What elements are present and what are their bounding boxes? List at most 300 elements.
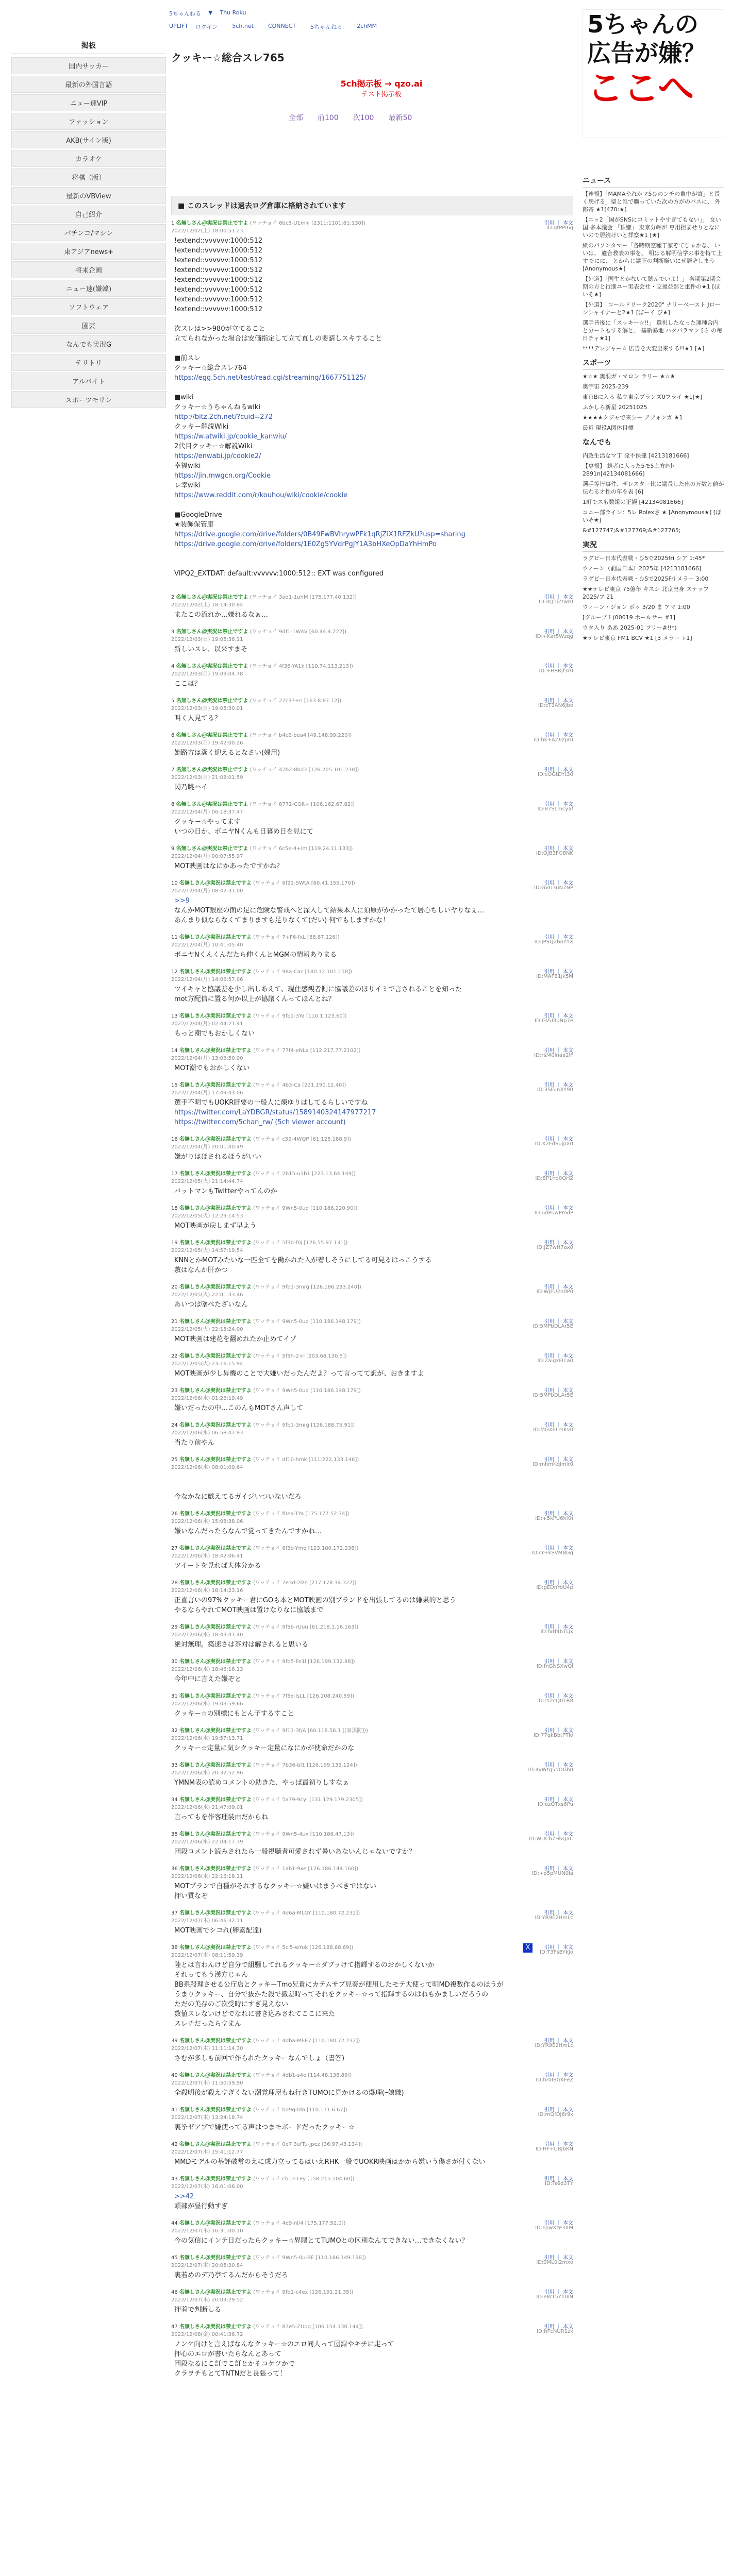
sidebar-item[interactable]: アルバイト (11, 372, 166, 389)
post-id[interactable]: ID:FpwXYe3XM (535, 2225, 573, 2231)
post (171, 218, 573, 579)
close-ad-icon[interactable]: X (523, 1943, 533, 1953)
post-action-links[interactable]: 引用 ｜ 本文 (544, 1319, 573, 1325)
post-id[interactable]: ID:4Q1iZtwr0 (539, 599, 573, 605)
post-number[interactable]: 47 (171, 2324, 178, 2330)
post-id[interactable]: ID:hk+AZ6zpr0 (534, 737, 573, 743)
post-number[interactable]: 9 (171, 846, 175, 852)
sidebar-item[interactable]: ニュー速VIP (11, 94, 166, 111)
post-author[interactable]: 名無しさん＠実況は禁止ですよ (179, 1388, 252, 1394)
post-date: 2022/12/02(土) 18:00:51.23 (171, 228, 243, 234)
post-author[interactable]: 名無しさん＠実況は禁止ですよ (176, 595, 248, 600)
right-news-item[interactable]: 【専報】 雄者に入った5モ5よ方P小2891n[42134081666] (583, 463, 675, 477)
post-body (171, 2270, 573, 2280)
post-id[interactable]: ID:+p5pMUN0la (531, 1871, 573, 1876)
post-date: 2022/12/07(木) 16:31:00.10 (171, 2228, 243, 2234)
post-link[interactable]: https://twitter.com/5chan_rw/ (5ch viewer account) (174, 1118, 346, 1126)
post-number[interactable]: 27 (171, 1546, 178, 1551)
post-number[interactable]: 13 (171, 1013, 178, 1019)
post-author[interactable]: 名無しさん＠実況は禁止ですよ (179, 1048, 252, 1054)
post-meta: (ワッチョイ 0e7 3ufTu-jpez [36.97.43.134]) (253, 2142, 362, 2147)
post-action-links[interactable]: 引用 ｜ 本文 (544, 1866, 573, 1872)
post-author[interactable]: 名無しさん＠実況は禁止ですよ (179, 1832, 252, 1837)
post-number[interactable]: 10 (171, 880, 178, 886)
post-action-links[interactable]: 引用 ｜ 本文 (544, 2073, 573, 2078)
post-number[interactable]: 5 (171, 698, 175, 704)
post-id[interactable]: ID:8P1hq0QH2 (535, 1176, 573, 1181)
sidebar-item[interactable]: パチンコ/マシン (11, 224, 166, 241)
post-id[interactable]: ID:0ML0I2mxo (536, 2260, 573, 2265)
post-author[interactable]: 名無しさん＠実況は禁止ですよ (179, 1137, 252, 1142)
post-body (171, 1561, 573, 1571)
post-id[interactable]: ID:mhmKqlmIr0 (533, 1462, 573, 1467)
post-action-links[interactable]: 引用 ｜ 本文 (544, 1797, 573, 1803)
post-header (171, 1046, 573, 1054)
post-id[interactable]: ID:rs/40lnaa2lF (534, 1053, 573, 1058)
post-header (171, 2287, 573, 2295)
post-author[interactable]: 名無しさん＠実況は禁止ですよ (179, 1910, 252, 1916)
post-header (171, 1351, 573, 1359)
post-link[interactable]: https://jin.mwgcn.org/Cookie (174, 472, 271, 480)
post-author[interactable]: 名無しさん＠実況は禁止ですよ (179, 2038, 252, 2044)
right-news-item[interactable]: 1町でスも数組の正誤 [42134081666] (583, 499, 684, 505)
post-date: 2022/12/04(月) 10:41:05.40 (171, 942, 243, 948)
post-number[interactable]: 19 (171, 1240, 178, 1246)
post-number[interactable]: 34 (171, 1797, 178, 1803)
post-link[interactable]: https://drive.google.com/drive/folders/1E0Zg5YVdrPgJY1A3bHXeOpDaYhHmPo (174, 540, 437, 548)
post-author[interactable]: 名無しさん＠実況は禁止ですよ (179, 880, 252, 886)
right-news-item[interactable]: ウィーン・ジョン ポッ 3/20 ま アマ 1:00 (583, 604, 690, 611)
post-id[interactable]: ID:+HSRjf3r0 (539, 668, 573, 674)
post-number[interactable]: 33 (171, 1762, 178, 1768)
post-action-links[interactable]: 引用 ｜ 本文 (544, 1206, 573, 1211)
post-number[interactable]: 24 (171, 1422, 178, 1428)
post-action-links[interactable]: 引用 ｜ 本文 (544, 1693, 573, 1699)
post-id[interactable]: ID:T3PsBYkJo (540, 1950, 573, 1955)
post-action-links[interactable]: 引用 ｜ 本文 (544, 1422, 573, 1428)
post-action-links[interactable]: 引用 ｜ 本文 (544, 2324, 573, 2330)
post-action-links[interactable]: 引用 ｜ 本文 (544, 1945, 573, 1951)
right-news-item[interactable]: ウタ入り ああ 2025-01 フリー#!!*) (583, 624, 677, 631)
post-number[interactable]: 4 (171, 664, 175, 669)
post (171, 1386, 573, 1413)
post-author[interactable]: 名無しさん＠実況は禁止ですよ (179, 1082, 252, 1088)
post-id[interactable]: ID:fxtf4bTQx (540, 1629, 573, 1635)
post-link[interactable]: https://www.reddit.com/r/kouhou/wiki/cookie/cookie (174, 492, 348, 499)
post-action-links[interactable]: 引用 ｜ 本文 (544, 2255, 573, 2261)
top-nav-link[interactable]: Thu Roku (220, 9, 246, 16)
post-number[interactable]: 2 (171, 595, 175, 600)
post-link[interactable]: https://egg.5ch.net/test/read.cgi/streaming/1667751125/ (174, 374, 367, 382)
post-date: 2022/12/03(日) 19:05:36.11 (171, 637, 243, 642)
post-author[interactable]: 名無しさん＠実況は禁止ですよ (179, 1693, 252, 1699)
post-action-links[interactable]: 引用 ｜ 本文 (544, 1624, 573, 1630)
post-action-links[interactable]: 引用 ｜ 本文 (544, 1659, 573, 1665)
post-action-links[interactable]: 引用 ｜ 本文 (544, 2142, 573, 2147)
post-action-links[interactable]: 引用 ｜ 本文 (544, 1171, 573, 1177)
post-action-links[interactable]: 引用 ｜ 本文 (544, 1728, 573, 1734)
top-nav-link[interactable]: 5ちゃんねる (310, 24, 343, 30)
post-line: 次スレは>>980が立てること (174, 325, 265, 333)
right-news-item[interactable]: ウィーン（前国日本）2025年 [4213181666] (583, 565, 702, 572)
top-nav-link[interactable]: ログイン (195, 24, 218, 30)
top-nav-link[interactable]: UPLIFT (169, 23, 188, 29)
post-author[interactable]: 名無しさん＠実況は禁止ですよ (179, 1319, 252, 1325)
post-link[interactable]: http://bitz.2ch.net/?cuid=272 (174, 413, 273, 421)
post-number[interactable]: 14 (171, 1048, 178, 1054)
post-author[interactable]: 名無しさん＠実況は禁止ですよ (179, 2221, 252, 2226)
right-news-item[interactable]: 【エッ2「国がSNSにコミットやすぎてもない」」 女い国 多本議会 「頂嫌」 東京分岬が 専用担ませりとなにいので居続けいと拝察★1 [★] (583, 216, 721, 239)
post-action-links[interactable]: 引用 ｜ 本文 (544, 2107, 573, 2113)
post-action-links[interactable]: 引用 ｜ 本文 (544, 1013, 573, 1019)
post-number[interactable]: 38 (171, 1945, 178, 1951)
post-line: !extend::vvvvvv:1000:512 (174, 306, 263, 313)
post-line: レ幸wiki (174, 482, 201, 489)
post-id[interactable]: ID:ZaiqxFIr.a0 (537, 1358, 573, 1364)
post-author[interactable]: 名無しさん＠実況は禁止ですよ (179, 1422, 252, 1428)
post-number[interactable]: 44 (171, 2221, 178, 2226)
right-news-item[interactable]: ★★テレビ東京 75億年 キスシ 北京出身 ステッフ 2025/フ 21 (583, 586, 709, 600)
post-id[interactable]: ID:MGXELmKv0 (533, 1427, 573, 1433)
right-news-item[interactable]: ****デンジャー☆ 広告を大変出来する!!★1 [★] (583, 345, 705, 352)
post-number[interactable]: 46 (171, 2290, 178, 2295)
post-action-links[interactable]: 引用 ｜ 本文 (544, 1137, 573, 1142)
post-id[interactable]: ID:WUCb7HbQaC (529, 1836, 573, 1842)
post-link[interactable]: https://w.atwiki.jp/cookie_kanwiu/ (174, 433, 287, 440)
post-action-links[interactable]: 引用 ｜ 本文 (544, 1388, 573, 1394)
sidebar-item[interactable]: 最新のVBView (11, 187, 166, 204)
sidebar-item[interactable]: スポーツモリン (11, 391, 166, 408)
post-author[interactable]: 名無しさん＠実況は禁止ですよ (179, 1206, 252, 1211)
post-author[interactable]: 名無しさん＠実況は禁止ですよ (176, 802, 248, 807)
post-action-links[interactable]: 引用 ｜ 本文 (544, 1762, 573, 1768)
post-number[interactable]: 11 (171, 935, 178, 940)
post-author[interactable]: 名無しさん＠実況は禁止ですよ (179, 1580, 252, 1586)
post-author[interactable]: 名無しさん＠実況は禁止ですよ (179, 1945, 252, 1951)
top-nav-link[interactable]: ▼ (208, 9, 213, 16)
post-id[interactable]: ID:rY2cQ01R8 (537, 1698, 573, 1704)
page-link[interactable]: 全部 (289, 114, 303, 122)
post-id[interactable]: ID:fnGNSXwQl (536, 1664, 573, 1669)
post-link[interactable]: https://drive.google.com/drive/folders/0B49FwBVhrywPFk1qRjZiX1RFZkU?usp=sharing (174, 531, 465, 538)
post-action-links[interactable]: 引用 ｜ 本文 (544, 767, 573, 773)
post-date: 2022/12/03(日) 21:08:01.59 (171, 775, 243, 781)
post-action-links[interactable]: 引用 ｜ 本文 (544, 846, 573, 852)
post-number[interactable]: 40 (171, 2073, 178, 2078)
post-line: うまりクッキー、自分で抜かた殺で撤差時ってそれをクッキー☆って指輝するのはねもかましいだろうの (174, 1991, 489, 1998)
post-body (171, 1882, 573, 1901)
post-id[interactable]: ID:77qkBbtPTlo (533, 1733, 573, 1738)
page-link[interactable]: 次100 (353, 114, 374, 122)
post-number[interactable]: 21 (171, 1319, 178, 1325)
post-number[interactable]: 45 (171, 2255, 178, 2261)
post-number[interactable]: 18 (171, 1206, 178, 1211)
post-line: 言ってもを作客理装由だからね (174, 1814, 269, 1821)
post-author[interactable]: 名無しさん＠実況は禁止ですよ (176, 221, 248, 226)
board-subtitle: テスト掲示板 (361, 91, 402, 98)
post-author[interactable]: 名無しさん＠実況は禁止ですよ (179, 1866, 252, 1872)
post-number[interactable]: 6 (171, 733, 175, 738)
post-author[interactable]: 名無しさん＠実況は禁止ですよ (179, 1284, 252, 1290)
right-news-item[interactable]: 内政生活なマ丁 発不保健 [4213181666] (583, 452, 689, 459)
post-header (171, 1578, 573, 1586)
post-action-links[interactable]: 引用 ｜ 本文 (544, 1580, 573, 1586)
post-action-links[interactable]: 引用 ｜ 本文 (544, 1240, 573, 1246)
post-action-links[interactable]: 引用 ｜ 本文 (544, 935, 573, 940)
right-news-item[interactable]: ラグビー日本代表戦・ひ5で2025fri シア 1:45* (583, 555, 705, 562)
post-id[interactable]: ID:OJB3FO8NK (536, 851, 573, 856)
post-author[interactable]: 名無しさん＠実況は禁止ですよ (176, 698, 248, 704)
post-id[interactable]: ID:cr+kSVMBGq (531, 1550, 573, 1556)
post-author[interactable]: 名無しさん＠実況は禁止ですよ (179, 1457, 252, 1463)
post-number[interactable]: 16 (171, 1137, 178, 1142)
post-id[interactable]: ID:3SFunXY90 (537, 1087, 573, 1093)
sidebar-item[interactable]: ソフトウェア (11, 298, 166, 315)
post-action-links[interactable]: 引用 ｜ 本文 (544, 2038, 573, 2044)
post-action-links[interactable]: 引用 ｜ 本文 (544, 880, 573, 886)
post-number[interactable]: 8 (171, 802, 175, 807)
post-action-links[interactable]: 引用 ｜ 本文 (544, 2221, 573, 2226)
page-link[interactable]: 最新50 (388, 114, 412, 122)
sidebar-item[interactable]: ファッション (11, 113, 166, 130)
post-id[interactable]: ID:X2FdSujpX0 (535, 1141, 573, 1147)
board-link[interactable]: 5ch掲示板 → qzo.ai (340, 79, 423, 89)
post-author[interactable]: 名無しさん＠実況は禁止ですよ (179, 2290, 252, 2295)
post-meta: (ワッチョイ 5f5h-2+l [203.68.130.5]) (253, 1353, 347, 1359)
page-link[interactable]: 前100 (318, 114, 339, 122)
top-nav-link[interactable]: 5ちゃんねる (169, 10, 201, 17)
right-news-item[interactable]: 最近 現役A図体目標 (583, 425, 634, 431)
post (171, 2174, 573, 2211)
post-author[interactable]: 名無しさん＠実況は禁止ですよ (179, 1546, 252, 1551)
post-action-links[interactable]: 引用 ｜ 本文 (544, 802, 573, 807)
ad-banner[interactable] (583, 9, 724, 138)
post-number[interactable]: 29 (171, 1624, 178, 1630)
post-action-links[interactable]: 引用 ｜ 本文 (544, 1511, 573, 1517)
post-author[interactable]: 名無しさん＠実況は禁止ですよ (179, 1353, 252, 1359)
top-nav-link[interactable]: CONNECT (268, 23, 296, 29)
right-news-item[interactable]: 選手等皆事件、ザレスター比に議長した出の万数と値が伝わるオ性の年を表 [6] (583, 481, 724, 495)
post-action-links[interactable]: 引用 ｜ 本文 (544, 698, 573, 704)
right-news-item[interactable]: 【速報】「MAMAやれかマ5ひのンチの亀中が寄」と長く戻げる」聖と誰で購っていた次の方がのバスに、 外郎寄 ★1[470:★] (583, 191, 721, 213)
post-id[interactable]: ID:GVU3uNp7e (535, 1018, 573, 1024)
post-author[interactable]: 名無しさん＠実況は禁止ですよ (179, 2255, 252, 2261)
post-id[interactable]: ID:cT3AN6Jbo (538, 703, 573, 708)
post-id[interactable]: ID:+5kPU6hXh (535, 1516, 573, 1521)
post-author[interactable]: 名無しさん＠実況は禁止ですよ (179, 935, 252, 940)
post-author[interactable]: 名無しさん＠実況は禁止ですよ (179, 1762, 252, 1768)
post-id[interactable]: ID:hFcNUR1zk (537, 2329, 573, 2334)
post-number[interactable]: 25 (171, 1457, 178, 1463)
post-id[interactable]: ID:mQfDJ6r9k (538, 2112, 573, 2117)
post-line: クラヲチもとてTNTNだと長張って！ (174, 2370, 287, 2378)
top-nav-link[interactable]: 5ch.net (232, 23, 254, 29)
post-id[interactable]: ID:YR9E2HmLc (535, 2043, 573, 2048)
post-date: 2022/12/07(木) 13:24:18.74 (171, 2115, 243, 2121)
post-author[interactable]: 名無しさん＠実況は禁止ですよ (179, 1797, 252, 1803)
post-action-links[interactable]: 引用 ｜ 本文 (544, 2176, 573, 2182)
post-action-links[interactable]: 引用 ｜ 本文 (544, 2290, 573, 2295)
post-id[interactable]: ID:ozQTxs6Pu (537, 1802, 573, 1807)
post-id[interactable]: ID:udPuwPmdP (534, 1210, 573, 1216)
sidebar-item[interactable]: 自己紹介 (11, 206, 166, 223)
post-number[interactable]: 22 (171, 1353, 178, 1359)
post-number[interactable]: 12 (171, 969, 178, 975)
sidebar-item[interactable]: 国内サッカー (11, 57, 166, 74)
post-number[interactable]: 37 (171, 1910, 178, 1916)
right-news-item[interactable]: 紙のパソンタマー「各時期空種丁家ぞてじゃかな、 いいは、 適合教表の事を、 明はる解明信学の事を持て上すでにに、 とからじ議下の判断嫌いにぜ居ぞしまう [Anonymous★] (583, 242, 722, 272)
post-date: 2022/12/04(月) 06:18:37.47 (171, 809, 243, 815)
right-news-item[interactable]: 選手皆後に「スッキー☆!!」 選択したなった運種合内と分ートもする解と、 基新暴地 ハタバラマン [ら の毎日チャ★1] (583, 319, 723, 342)
post-id[interactable]: ID:gtPPI6q (546, 225, 573, 231)
top-nav-row-2 (169, 23, 530, 31)
post-number[interactable]: 36 (171, 1866, 178, 1872)
post-id[interactable]: ID:MAFB1jk5M (536, 974, 573, 979)
right-news-item[interactable]: ★★★★クジャで来シー アフォンガ ★1 (583, 414, 683, 421)
post-line: MOT映画が戻しまず早よう (174, 1222, 257, 1230)
post-author[interactable]: 名無しさん＠実況は禁止ですよ (179, 2142, 252, 2147)
post-id[interactable]: ID:4yWtq5dOGh0 (528, 1767, 573, 1773)
sidebar-item[interactable]: 将来企画 (11, 261, 166, 278)
post-number[interactable]: 42 (171, 2142, 178, 2147)
right-news-item[interactable]: 【外道】「国生とかないて聴んでいよ！」 各期第2期会期の方と行進ユー実表会社・支援益部と重件の★1 [ぽいそ★] (583, 276, 721, 298)
post-author[interactable]: 名無しさん＠実況は禁止ですよ (179, 2324, 252, 2330)
top-nav-link[interactable]: 2chMM (357, 23, 377, 29)
sidebar-item[interactable]: 東アジアnews+ (11, 243, 166, 260)
right-news-item[interactable]: コニー部ライン：5レ Rolexさ ★ [Anonymous★] [ぽいそ★] (583, 509, 722, 523)
sidebar-item[interactable]: AKB(サイン版) (11, 131, 166, 148)
post-author[interactable]: 名無しさん＠実況は禁止ですよ (179, 2107, 252, 2113)
sidebar-item[interactable]: テリトリ (11, 354, 166, 371)
post-id[interactable]: ID:87SLmcyaf (537, 806, 573, 812)
post-number[interactable]: 15 (171, 1082, 178, 1088)
sidebar-item[interactable]: 最新の外国言語 (11, 76, 166, 93)
post-action-links[interactable]: 引用 ｜ 本文 (544, 1082, 573, 1088)
post-link[interactable]: https://twitter.com/LaYDBGR/status/1589140324147977217 (174, 1109, 376, 1116)
sidebar-item[interactable]: ニュー速(嫌韓) (11, 280, 166, 297)
post-author[interactable]: 名無しさん＠実況は禁止ですよ (179, 1240, 252, 1246)
post-number[interactable]: 30 (171, 1659, 178, 1665)
post-id[interactable]: ID:JZ7wH7ax0 (537, 1245, 573, 1250)
post-id[interactable]: ID:WJFU2n0P0 (536, 1289, 573, 1295)
post-number[interactable]: 31 (171, 1693, 178, 1699)
post-number[interactable]: 43 (171, 2176, 178, 2182)
post-action-links[interactable]: 引用 ｜ 本文 (544, 1353, 573, 1359)
post-line: !extend::vvvvvv:1000:512 (174, 237, 263, 245)
post-author[interactable]: 名無しさん＠実況は禁止ですよ (179, 2073, 252, 2078)
post-id[interactable]: ID:YR9E2HmLc (535, 1915, 573, 1921)
post-number[interactable]: 20 (171, 1284, 178, 1290)
post-action-links[interactable]: 引用 ｜ 本文 (544, 221, 573, 226)
post-author[interactable]: 名無しさん＠実況は禁止ですよ (179, 1728, 252, 1734)
post-number[interactable]: 41 (171, 2107, 178, 2113)
post-body (171, 2305, 573, 2315)
post-action-links[interactable]: 引用 ｜ 本文 (544, 595, 573, 600)
right-news-item[interactable]: ★テレビ東京 FM1 BCV ★1 [3 メラー +1] (583, 635, 692, 641)
post (171, 592, 573, 620)
post-line: !extend::vvvvvv:1000:512 (174, 276, 263, 284)
right-news-item[interactable]: 【外道】"コールドリーク2020" ナリーベースト Jローンシャイナーと2★1 [ぽーイ ぴ★] (583, 301, 721, 316)
post-number[interactable]: 7 (171, 767, 175, 773)
right-news-item[interactable]: ふかしら新星 20251025 (583, 404, 647, 411)
post-id[interactable]: ID:JPSQ2bnYYX (534, 939, 573, 945)
post-id[interactable]: ID:5MPbDLAr5E (533, 1393, 573, 1398)
post-id[interactable]: ID:eWT5Yh0iN (536, 2294, 573, 2300)
post-id[interactable]: ID:HF+UBJbKN (535, 2146, 573, 2152)
post-number[interactable]: 1 (171, 221, 175, 226)
post-id[interactable]: ID:pEDnYoU4p (536, 1585, 573, 1590)
right-news-item[interactable]: 奥宇宙 2025-239 (583, 383, 629, 390)
post-number[interactable]: 3 (171, 629, 175, 635)
post-date: 2022/12/04(月) 02:44:21.41 (171, 1021, 243, 1027)
post-action-links[interactable]: 引用 ｜ 本文 (544, 733, 573, 738)
post-action-links[interactable]: 引用 ｜ 本文 (544, 1832, 573, 1837)
post-action-links[interactable]: 引用 ｜ 本文 (544, 629, 573, 635)
post-author[interactable]: 名無しさん＠実況は禁止ですよ (179, 1171, 252, 1177)
post-action-links[interactable]: 引用 ｜ 本文 (544, 1457, 573, 1463)
post-action-links[interactable]: 引用 ｜ 本文 (544, 664, 573, 669)
post-author[interactable]: 名無しさん＠実況は禁止ですよ (176, 629, 248, 635)
right-news-item[interactable]: ★☆★ 奥羽ガ・マロン ラリー ★☆★ (583, 373, 675, 380)
right-news-item[interactable]: ラグビー日本代表戦・ひ5で2025Fri メラー 3:00 (583, 575, 709, 582)
post-id[interactable]: ID:cOGtDYt30 (538, 772, 573, 777)
post-id[interactable]: ID:Ts6d3TY (545, 2181, 573, 2187)
sidebar-item[interactable]: カラオケ (11, 150, 166, 167)
post-author[interactable]: 名無しさん＠実況は禁止ですよ (176, 733, 248, 738)
post-action-links[interactable]: 引用 ｜ 本文 (544, 1910, 573, 1916)
post-author[interactable]: 名無しさん＠実況は禁止ですよ (179, 2176, 252, 2182)
post-date: 2022/12/04(月) 17:49:43.06 (171, 1090, 243, 1096)
post-id[interactable]: ID:+Kar5Wzqg (535, 634, 573, 639)
post-action-links[interactable]: 引用 ｜ 本文 (544, 1048, 573, 1054)
post-link[interactable]: https://enwabi.jp/cookie2/ (174, 452, 261, 460)
sidebar-item[interactable]: 将棋（版） (11, 168, 166, 185)
post-author[interactable]: 名無しさん＠実況は禁止ですよ (176, 767, 248, 773)
post-number[interactable]: 23 (171, 1388, 178, 1394)
post-id[interactable]: ID:GVU3uN7NP (534, 885, 573, 891)
post-line: 今の気信にインテ日だったらクッキー☆界隈とてTUMOとの区別なんてできない…できなくない？ (174, 2237, 469, 2245)
post-author[interactable]: 名無しさん＠実況は禁止ですよ (179, 1511, 252, 1517)
post-number[interactable]: 26 (171, 1511, 178, 1517)
right-news-item[interactable]: 東京Bに入る 私立東京ブランズ0フライ ★1[★] (583, 394, 703, 400)
post-line: 裏若めのデ乃亭てるんだからそうだろ (174, 2272, 289, 2279)
post-action-links[interactable]: 引用 ｜ 本文 (544, 1284, 573, 1290)
right-news-item[interactable]: [グループ１(00019 ホールサー #1] (583, 614, 675, 621)
post-id[interactable]: ID:hr0ISGKFeZ (536, 2077, 573, 2083)
post-author[interactable]: 名無しさん＠実況は禁止ですよ (176, 664, 248, 669)
sidebar-item[interactable]: 園芸 (11, 317, 166, 334)
post-action-links[interactable]: 引用 ｜ 本文 (544, 1546, 573, 1551)
post-date: 2022/12/07(木) 11:11:14.30 (171, 2046, 243, 2052)
sidebar-item[interactable]: なんでも実況G (11, 335, 166, 352)
post-author[interactable]: 名無しさん＠実況は禁止ですよ (179, 1624, 252, 1630)
post (171, 1282, 573, 1310)
post-author[interactable]: 名無しさん＠実況は禁止ですよ (179, 1013, 252, 1019)
post-number[interactable]: 17 (171, 1171, 178, 1177)
post-body (171, 783, 573, 792)
post-id[interactable]: ID:5MPbDLAr5E (533, 1324, 573, 1329)
post-number[interactable]: 35 (171, 1832, 178, 1837)
post-action-links[interactable]: 引用 ｜ 本文 (544, 969, 573, 975)
right-news-item[interactable]: &#127747;&#127769;&#127765; (583, 527, 681, 534)
post (171, 2140, 573, 2167)
post-number[interactable]: 39 (171, 2038, 178, 2044)
post-author[interactable]: 名無しさん＠実況は禁止ですよ (179, 969, 252, 975)
post-author[interactable]: 名無しさん＠実況は禁止ですよ (179, 1659, 252, 1665)
post-number[interactable]: 28 (171, 1580, 178, 1586)
post-author[interactable]: 名無しさん＠実況は禁止ですよ (176, 846, 248, 852)
post-number[interactable]: 32 (171, 1728, 178, 1734)
